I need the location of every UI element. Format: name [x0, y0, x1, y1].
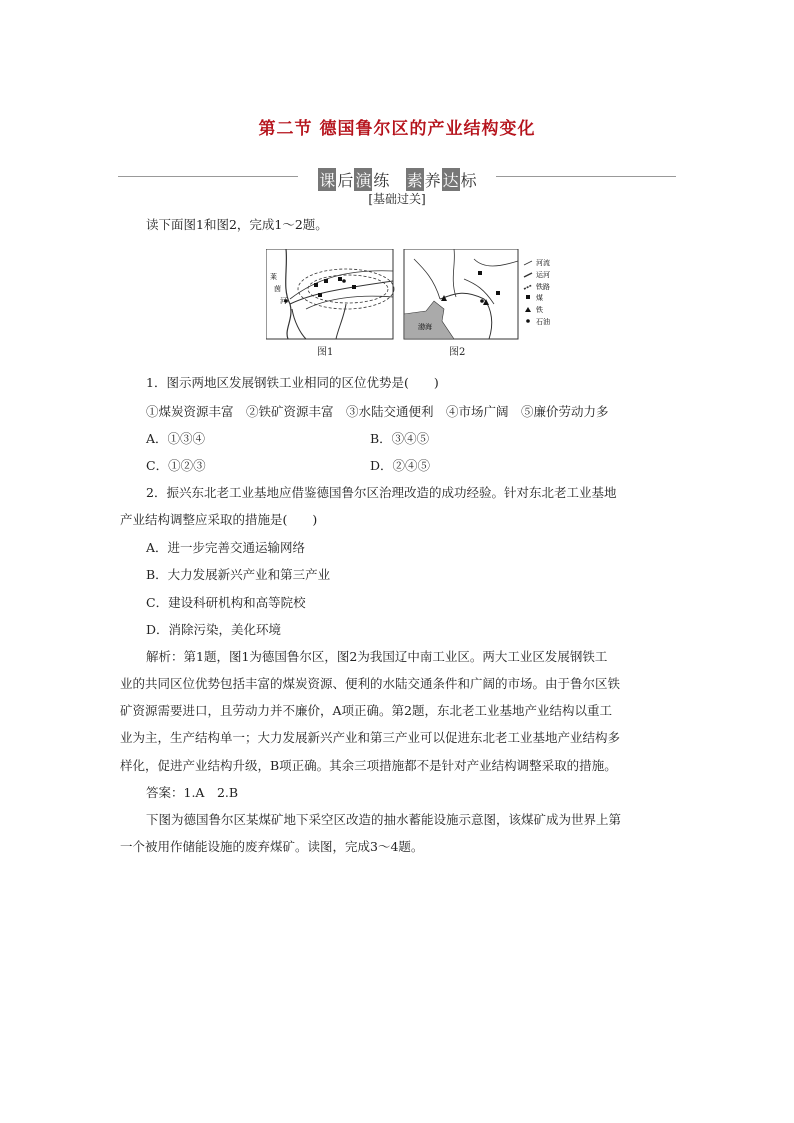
map-figures — [266, 249, 566, 359]
legend-symbol-oil — [526, 319, 530, 323]
next-intro-line: 下图为德国鲁尔区某煤矿地下采空区改造的抽水蓄能设施示意图，该煤矿成为世界上第 — [146, 812, 622, 827]
q2-stem-line2: 产业结构调整应采取的措施是( ) — [120, 512, 318, 527]
fig1-label: 莱 — [270, 273, 277, 281]
answer-text: 答案：1.A 2.B — [146, 785, 239, 800]
analysis-line: 矿资源需要进口，且劳动力并不廉价，A项正确。第2题，东北老工业基地产业结构以重工 — [120, 703, 612, 718]
legend-item: 煤 — [536, 294, 543, 302]
q2-option-b: B．大力发展新兴产业和第三产业 — [146, 567, 331, 582]
section-banner — [118, 168, 676, 190]
legend-symbol-rail — [524, 285, 532, 289]
legend-item: 铁 — [536, 306, 543, 314]
banner-char: 标 — [460, 171, 477, 190]
legend-symbol-iron — [525, 307, 531, 312]
q1-option-d: D．②④⑤ — [370, 458, 431, 473]
q2-stem-line1: 2．振兴东北老工业基地应借鉴德国鲁尔区治理改造的成功经验。针对东北老工业基地 — [146, 485, 617, 500]
q2-option-a: A．进一步完善交通运输网络 — [146, 540, 306, 555]
subhead: [基础过关] — [368, 192, 426, 206]
legend-item: 石油 — [536, 318, 550, 326]
banner-char: 后 — [337, 171, 354, 190]
q2-option-c: C．建设科研机构和高等院校 — [146, 595, 306, 610]
banner-char: 达 — [442, 168, 460, 191]
banner-char: 养 — [424, 171, 441, 190]
q2-option-d: D．消除污染，美化环境 — [146, 622, 282, 637]
banner-text — [118, 168, 676, 191]
legend-symbol-coal — [526, 295, 530, 299]
analysis-line: 业为主，生产结构单一；大力发展新兴产业和第三产业可以促进东北老工业基地产业结构多 — [120, 730, 621, 745]
q1-stem: 1．图示两地区发展钢铁工业相同的区位优势是( ) — [146, 375, 439, 390]
analysis-line: 解析：第1题，图1为德国鲁尔区，图2为我国辽中南工业区。两大工业区发展钢铁工 — [146, 649, 608, 664]
legend-item: 运河 — [536, 271, 550, 279]
banner-char: 演 — [354, 168, 372, 191]
legend-item: 铁路 — [536, 283, 550, 291]
q1-choices: ①煤炭资源丰富 ②铁矿资源丰富 ③水陆交通便利 ④市场广阔 ⑤廉价劳动力多 — [146, 404, 609, 419]
legend — [524, 258, 550, 326]
figure-1-caption: 图1 — [317, 347, 334, 358]
banner-char: 课 — [318, 168, 336, 191]
legend-symbol-river — [524, 261, 532, 265]
fig1-label: 河 — [280, 297, 287, 305]
intro-text: 读下面图1和图2，完成1～2题。 — [146, 217, 328, 232]
figure-1-map — [266, 249, 394, 339]
analysis-line: 样化，促进产业结构升级，B项正确。其余三项措施都不是针对产业结构调整采取的措施。 — [120, 758, 617, 773]
legend-symbol-canal — [524, 273, 532, 277]
page-title: 第二节 德国鲁尔区的产业结构变化 — [258, 119, 536, 139]
fig1-label: 茵 — [274, 285, 281, 293]
banner-char: 素 — [406, 168, 424, 191]
q1-option-a: A．①③④ — [146, 431, 206, 446]
q1-option-c: C．①②③ — [146, 458, 206, 473]
sea-label: 渤海 — [418, 323, 432, 331]
banner-char: 练 — [373, 171, 390, 190]
legend-item: 河流 — [536, 259, 550, 267]
q1-option-b: B．③④⑤ — [370, 431, 430, 446]
figure-2-map — [404, 249, 518, 339]
figure-2-caption: 图2 — [449, 347, 466, 358]
analysis-line: 业的共同区位优势包括丰富的煤炭资源、便利的水陆交通条件和广阔的市场。由于鲁尔区铁 — [120, 676, 621, 691]
next-intro-line: 一个被用作储能设施的废弃煤矿。读图，完成3～4题。 — [120, 839, 424, 854]
